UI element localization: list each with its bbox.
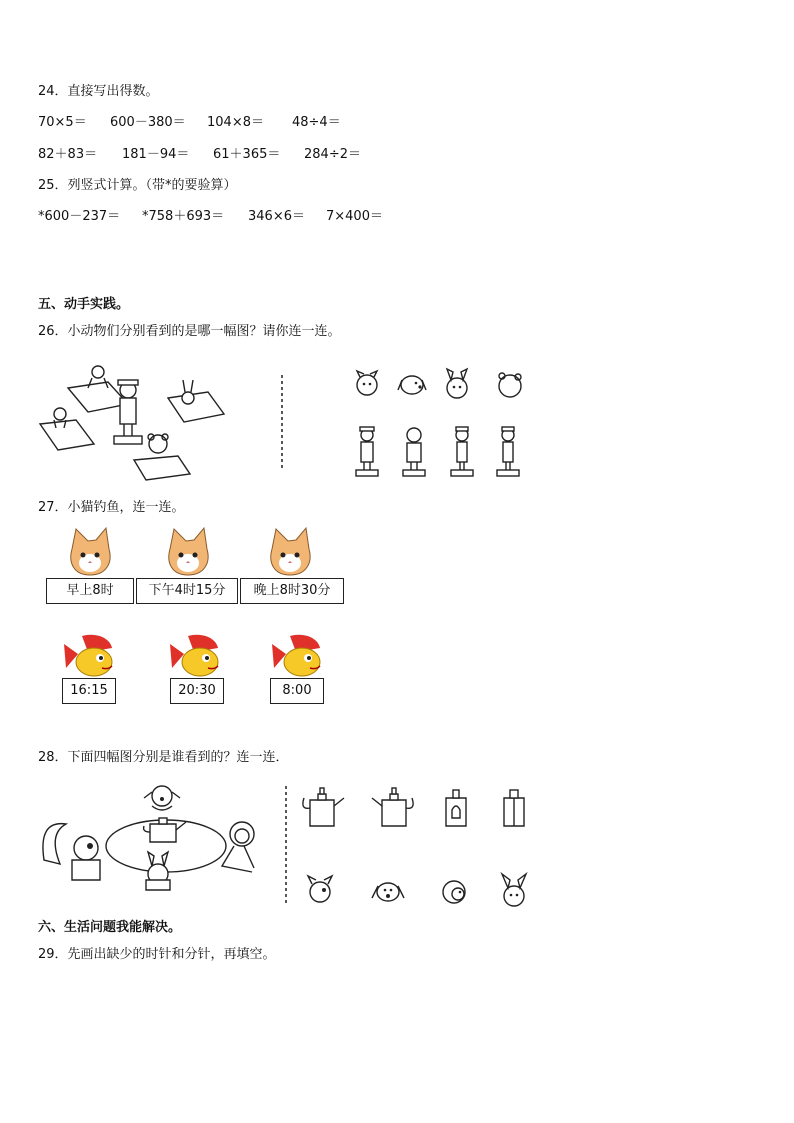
q25-expr: *600－237＝ — [38, 209, 121, 224]
figure-views-row — [350, 425, 530, 479]
q25-expr: *758＋693＝ — [142, 209, 225, 224]
q25-expr: 7×400＝ — [326, 209, 383, 224]
teapot-views-row — [296, 786, 536, 832]
bear-head-icon — [499, 373, 521, 397]
q24-expr: 600－380＝ — [110, 115, 186, 130]
teapot-back-view-icon — [504, 790, 524, 826]
fish-time-label-box[interactable]: 8:00 — [270, 678, 324, 704]
q25-expr: 346×6＝ — [248, 209, 305, 224]
q24-expr: 284÷2＝ — [304, 147, 361, 162]
q24-expr: 70×5＝ — [38, 115, 87, 130]
monkey-head-icon — [443, 881, 465, 903]
cat-time-label-box[interactable]: 晚上8时30分 — [240, 578, 344, 604]
fish-time-label-box[interactable]: 16:15 — [62, 678, 116, 704]
teapot-table-scene-illustration — [38, 780, 268, 892]
dog-head-icon — [398, 376, 426, 394]
q24-title: 24．直接写出得数。 — [38, 84, 159, 99]
q24-expr: 48÷4＝ — [292, 115, 341, 130]
q26-title: 26．小动物们分别看到的是哪一幅图？请你连一连。 — [38, 324, 341, 339]
cat-head-icon — [357, 371, 377, 395]
cat-time-label-box[interactable]: 早上8时 — [46, 578, 134, 604]
q28-title: 28．下面四幅图分别是谁看到的？连一连． — [38, 750, 289, 765]
cat-icon — [164, 525, 212, 579]
teapot-side-view-icon — [372, 788, 413, 826]
q24-expr: 82＋83＝ — [38, 147, 98, 162]
fish-time-label-box[interactable]: 20:30 — [170, 678, 224, 704]
q24-expr: 104×8＝ — [207, 115, 264, 130]
teapot-side-view-icon — [303, 788, 344, 826]
fish-icon — [268, 634, 328, 678]
cat-time-label-box[interactable]: 下午4时15分 — [136, 578, 238, 604]
section-six-heading: 六、生活问题我能解决。 — [38, 920, 182, 935]
q24-expr: 61＋365＝ — [213, 147, 281, 162]
figure-left-view-icon — [451, 427, 473, 476]
cat-icon — [266, 525, 314, 579]
q24-expr: 181－94＝ — [122, 147, 190, 162]
animals-scene-illustration — [38, 360, 238, 482]
q27-title: 27．小猫钓鱼，连一连。 — [38, 500, 185, 515]
cat-icon — [66, 525, 114, 579]
q29-title: 29．先画出缺少的时针和分针，再填空。 — [38, 947, 276, 962]
dashed-divider — [284, 786, 288, 906]
section-five-heading: 五、动手实践。 — [38, 297, 130, 312]
dashed-divider — [280, 375, 284, 471]
figure-front-view-icon — [356, 427, 378, 476]
figure-back-view-icon — [403, 428, 425, 476]
rabbit-head-icon — [447, 369, 467, 398]
teapot-front-view-icon — [446, 790, 466, 826]
squirrel-head-icon — [308, 876, 332, 902]
animal-heads-row — [300, 870, 536, 914]
figure-right-view-icon — [497, 427, 519, 476]
q25-title: 25．列竖式计算。（带*的要验算） — [38, 178, 237, 193]
fish-icon — [166, 634, 226, 678]
animal-heads-row — [350, 368, 530, 402]
fish-icon — [60, 634, 120, 678]
dog-head-icon — [372, 883, 404, 901]
rabbit-head-icon — [502, 874, 526, 906]
